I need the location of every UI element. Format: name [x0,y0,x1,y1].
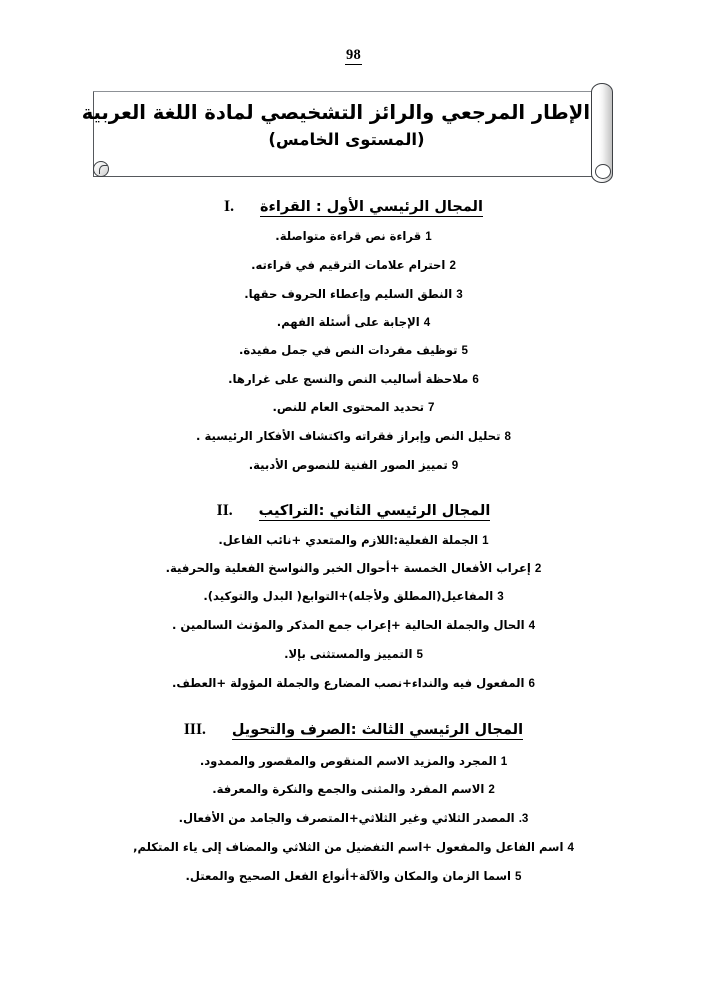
scroll-curl-icon [93,161,109,177]
section-heading-text: المجال الرئيسي الأول : القراءة [259,199,483,215]
list-item [0,231,707,243]
list-item-text: اسما الزمان والمكان والآلة+أنواع الفعل الصحيح والمعتل. [185,869,511,883]
section-heading-inner [217,502,491,521]
list-item [0,431,707,443]
list-item-text: المجرد والمزيد الاسم المنقوص والمقصور والممدود. [199,754,497,768]
list-item [0,374,707,386]
list-item [0,678,707,690]
list-item-number: 2 [449,259,456,272]
list-item [0,345,707,357]
section-heading-1 [0,198,707,217]
list-item [0,784,707,796]
page-number-container [0,44,707,65]
list-item-number: 3 [497,590,504,603]
section-roman-numeral: II. [216,502,233,519]
document-title-line-2: (المستوى الخامس) [268,129,425,149]
list-item-text: تحليل النص وإبراز فقراته واكتشاف الأفكار الرئيسية . [196,429,501,443]
list-item-number: 9 [451,459,459,472]
section-heading-3 [0,721,707,740]
list-item [0,871,707,883]
section-heading-text: المجال الرئيسي الثاني :التراكيب [258,503,491,519]
list-item-number: 1 [425,230,432,243]
list-item-text: الجملة الفعلية:اللازم والمتعدي +نائب الفاعل. [218,533,479,547]
list-item-text: الإجابة على أسئلة الفهم. [276,315,420,329]
section-heading-inner [224,198,483,217]
list-item-number: 4 [423,316,431,329]
list-item-text: تمييز الصور الفنية للنصوص الأدبية. [248,458,448,472]
list-item-number: 2 [488,783,495,796]
list-item-number: 5 [461,344,468,357]
banner-text-block [81,100,590,151]
list-item-text: الحال والجملة الحالية +إعراب جمع المذكر والمؤنث السالمين . [171,618,525,632]
section-heading-2 [0,502,707,521]
list-item [0,289,707,301]
list-item-text: التمييز والمستثنى بإلا. [284,647,413,661]
list-item [0,402,707,414]
list-item-text: النطق السليم وإعطاء الحروف حقها. [244,287,453,301]
list-item-text: الاسم المفرد والمثنى والجمع والنكرة والمعرفة. [212,782,485,796]
list-item-number: 1 [482,534,489,547]
list-item [0,563,707,575]
list-item-text: اسم الفاعل والمفعول +اسم التفضيل من الثلاثي والمضاف إلى ياء المتكلم, [133,840,564,854]
section-heading-inner [184,721,523,740]
scroll-roll-icon [591,83,613,183]
document-title-line-1: الإطار المرجعي والرائز التشخيصي لمادة اللغة العربية [81,101,590,124]
list-item-text: قراءة نص قراءة متواصلة. [275,229,422,243]
list-item [0,756,707,768]
page-number: 98 [345,48,362,65]
list-item-number: 1 [500,755,508,768]
list-item [0,813,707,825]
list-item-number: 4 [567,841,574,854]
list-item-text: تحديد المحتوى العام للنص. [272,400,424,414]
list-item [0,317,707,329]
list-item-text: إعراب الأفعال الخمسة +أحوال الخبر والنواسخ الفعلية والحرفية. [165,561,531,575]
list-item [0,260,707,272]
list-item-number: 7 [428,401,435,414]
list-item-text: المفاعيل(المطلق ولأجله)+التوابع( البدل والتوكيد). [203,589,494,603]
list-item-number: 3 [456,288,463,301]
list-item-number: .3 [518,812,529,825]
title-banner [81,83,623,183]
section-roman-numeral: III. [183,721,206,738]
list-item [0,649,707,661]
list-item-number: 4 [528,619,536,632]
list-item [0,535,707,547]
section-heading-text: المجال الرئيسي الثالث :الصرف والتحويل [231,722,524,738]
section-roman-numeral: I. [224,198,234,215]
list-item-number: 5 [416,648,423,661]
list-item-text: المفعول فيه والنداء+نصب المضارع والجملة المؤولة +العطف. [172,676,525,690]
list-item [0,842,707,854]
list-item [0,620,707,632]
list-item-text: ملاحظة أساليب النص والنسج على غرارها. [228,372,469,386]
list-item-number: 5 [515,870,522,883]
list-item-number: 2 [534,562,542,575]
list-item [0,460,707,472]
list-item-number: 6 [528,677,535,690]
list-item-number: 8 [504,430,511,443]
list-item-text: احترام علامات الترقيم في قراءته. [251,258,446,272]
list-item [0,591,707,603]
list-item-text: توظيف مفردات النص في جمل مفيدة. [239,343,458,357]
list-item-text: المصدر الثلاثي وغير الثلاثي+المتصرف والجامد من الأفعال. [178,811,515,825]
list-item-number: 6 [472,373,479,386]
